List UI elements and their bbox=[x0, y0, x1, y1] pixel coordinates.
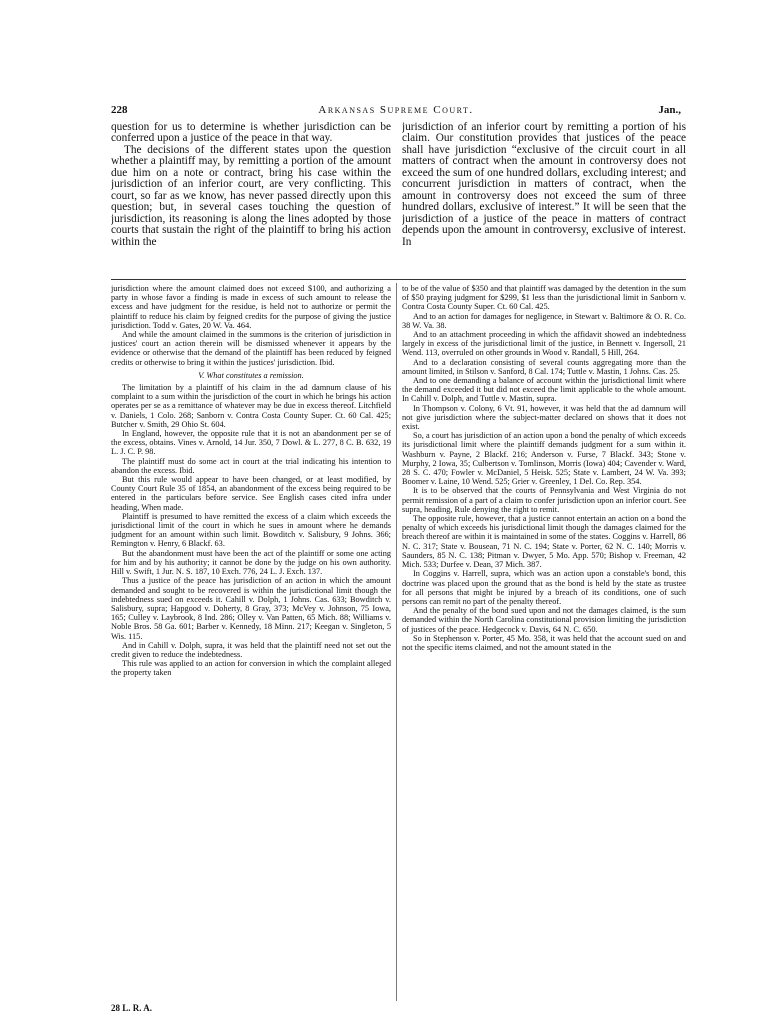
note-paragraph: The plaintiff must do some act in court at the trial indicating his intention to abandon the excess. Ibid. bbox=[111, 456, 391, 475]
note-paragraph: So, a court has jurisdiction of an action upon a bond the penalty of which exceeds its jurisdictional limit where the plaintiff demands judgment for a sum within it. Washburn v. Payne, 2 Blackf. 216; Anderson v. Furse, 7 Blackf. 343; Stone v. Murphy, 2 Iowa, 35; Culbertson v. Tomlinson, Morris (Iowa) 404; Cavender v. Ward, 28 S. C. 470; Fowler v. McDaniel, 5 Heisk. 525; State v. Lambert, 24 W. Va. 393; Boomer v. Laine, 10 Wend. 525; Grier v. Greenley, 1 Del. Co. Rep. 354. bbox=[402, 431, 686, 487]
note-paragraph: This rule was applied to an action for conversion in which the complaint alleged the property taken bbox=[111, 659, 391, 678]
horizontal-rule bbox=[111, 279, 686, 280]
note-paragraph: It is to be observed that the courts of Pennsylvania and West Virginia do not permit remission of a part of a claim to confer jurisdiction upon an inferior court. See supra, heading, Rule denying the right to remit. bbox=[402, 486, 686, 514]
note-paragraph: Plaintiff is presumed to have remitted the excess of a claim which exceeds the jurisdictional limit of the court in which he sues in amount where he demands judgment for an amount within such limit. Bowditch v. Salisbury, 9 Johns. 366; Remington v. Henry, 6 Blackf. 63. bbox=[111, 511, 391, 549]
column-divider bbox=[396, 283, 397, 1001]
paragraph: question for us to determine is whether jurisdiction can be conferred upon a justice of the peace in that way. bbox=[111, 122, 391, 145]
paragraph: The decisions of the different states upon the question whether a plaintiff may, by remitting a portion of the amount due him on a note or contract, bring his case within the jurisdiction of an inferior court, are very conflicting. This court, so far as we know, has never passed directly upon this question; but, in several cases touching the question of jurisdiction, its reasoning is along the lines adopted by those courts that sustain the right of the plaintiff to bring his action within the bbox=[111, 143, 391, 248]
note-paragraph: jurisdiction where the amount claimed does not exceed $100, and authorizing a party in whose favor a finding is made in excess of such amount to release the excess and have judgment for the residue, is held not to authorize or permit the plaintiff to reduce his claim by feigned credits for the purpose of giving the justice jurisdiction. Todd v. Gates, 20 W. Va. 464. bbox=[111, 284, 391, 330]
note-paragraph: In Coggins v. Harrell, supra, which was an action upon a constable's bond, this doctrine was placed upon the ground that as the bond is held by the state as trustee for all persons that might be injured by a breach of its conditions, one of such persons can remit no part of the penalty thereof. bbox=[402, 569, 686, 606]
note-paragraph: In Thompson v. Colony, 6 Vt. 91, however, it was held that the ad damnum will not give jurisdiction where the subject-matter declared on shows that it does not exist. bbox=[402, 403, 686, 432]
note-paragraph: And to an action for damages for negligence, in Stewart v. Baltimore & O. R. Co. 38 W. Va. 38. bbox=[402, 311, 686, 330]
annotation-column-right bbox=[402, 284, 686, 992]
section-heading: V. What constitutes a remission. bbox=[198, 370, 304, 380]
note-paragraph: In England, however, the opposite rule that it is not an abandonment per se of the excess, obtains. Vines v. Arnold, 14 Jur. 350, 7 Dowl. & L. 277, 8 C. B. 632, 19 L. J. C. P. 98. bbox=[111, 429, 391, 457]
signature-mark: 28 L. R. A. bbox=[111, 1003, 153, 1013]
paragraph: jurisdiction of an inferior court by remitting a portion of his claim. Our constitution provides that justices of the peace shall have jurisdiction “exclusive of the circuit court in all matters of contract when the amount in controversy does not exceed the sum of one hundred dollars, excluding interest; and concurrent jurisdiction in matters of contract, when the amount in controversy does not exceed the sum of three hundred dollars, exclusive of interest.” It will be seen that the jurisdiction of a justice of the peace in matters of contract depends upon the amount in controversy, exclusive of interest. In bbox=[402, 122, 686, 248]
note-paragraph: And to a declaration consisting of several counts aggregating more than the amount limited, in Stilson v. Sanford, 8 Cal. 174; Tuttle v. Mastin, 1 Johns. Cas. 25. bbox=[402, 357, 686, 376]
page-number: 228 bbox=[111, 104, 128, 116]
note-paragraph: The limitation by a plaintiff of his claim in the ad damnum clause of his complaint to a sum within the jurisdiction of the court in which he brings his action operates per se as a remittance of whatever may be due in excess thereof. Litchfield v. Daniels, 1 Colo. 268; Sanborn v. Contra Costa County Super. Ct. 60 Cal. 425; Butcher v. Smith, 29 Ohio St. 604. bbox=[111, 383, 391, 429]
term-month: Jan., bbox=[658, 104, 681, 116]
annotation-column-left bbox=[111, 284, 391, 1012]
opinion-column-left bbox=[111, 122, 391, 274]
running-header bbox=[111, 102, 681, 118]
note-paragraph: to be of the value of $350 and that plaintiff was damaged by the detention in the sum of $50 praying judgment for $299, $1 less than the jurisdictional limit in Sanborn v. Contra Costa County Super. Ct. 60 Cal. 425. bbox=[402, 284, 686, 312]
note-paragraph: And to one demanding a balance of account within the jurisdictional limit where the demand exceeded it but did not exceed the limit applicable to the whole amount. In Cahill v. Dolph, and Tuttle v. Mastin, supra. bbox=[402, 376, 686, 404]
note-paragraph: And to an attachment proceeding in which the affidavit showed an indebtedness largely in excess of the jurisdictional limit of the justice, in Bennett v. Ingersoll, 21 Wend. 113, overruled on other grounds in Wood v. Randall, 5 Hill, 264. bbox=[402, 330, 686, 358]
note-paragraph: So in Stephenson v. Porter, 45 Mo. 358, it was held that the account sued on and not the specific items claimed, and not the amount stated in the bbox=[402, 633, 686, 652]
note-paragraph: But this rule would appear to have been changed, or at least modified, by County Court Rule 35 of 1854, an abandonment of the excess being required to be entered in the particulars before service. See English cases cited infra under heading, When made. bbox=[111, 475, 391, 512]
note-paragraph: Thus a justice of the peace has jurisdiction of an action in which the amount demanded and sought to be recovered is within the jurisdictional limit though the indebtedness sued on exceeds it. Cahill v. Dolph, 1 Johns. Cas. 633; Bowditch v. Salisbury, supra; Hapgood v. Doherty, 8 Gray, 373; McVey v. Johnson, 75 Iowa, 165; Culley v. Laybrook, 8 Ind. 286; Olley v. Van Patten, 65 Mich. 88; Williams v. Noble Bros. 58 Ga. 601; Barber v. Kennedy, 18 Minn. 217; Keegan v. Singleton, 5 Wis. 115. bbox=[111, 576, 391, 641]
opinion-column-right bbox=[402, 122, 686, 274]
running-title: Arkansas Supreme Court. bbox=[318, 104, 474, 116]
note-paragraph: And the penalty of the bond sued upon and not the damages claimed, is the sum demanded within the North Carolina constitutional provision limiting the jurisdiction of justices of the peace. Hedgecock v. Davis, 64 N. C. 650. bbox=[402, 606, 686, 634]
note-paragraph: And while the amount claimed in the summons is the criterion of jurisdiction in justices' court an action therein will be dismissed whenever it appears by the evidence or otherwise that the demand of the plaintiff has been reduced by feigned credits or otherwise to bring it within the justices' jurisdiction. Ibid. bbox=[111, 330, 391, 367]
note-paragraph: But the abandonment must have been the act of the plaintiff or some one acting for him and by his authority; it cannot be done by the judge on his own authority. Hill v. Swift, 1 Jur. N. S. 187, 10 Exch. 776, 24 L. J. Exch. 137. bbox=[111, 548, 391, 577]
note-paragraph: And in Cahill v. Dolph, supra, it was held that the plaintiff need not set out the credit given to reduce the indebtedness. bbox=[111, 640, 391, 659]
note-paragraph: The opposite rule, however, that a justice cannot entertain an action on a bond the penalty of which exceeds his jurisdictional limit though the damages claimed for the breach thereof are within it is maintained in some of the states. Coggins v. Harrell, 86 N. C. 317; State v. Bousean, 71 N. C. 194; State v. Porter, 62 N. C. 140; Morris v. Saunders, 85 N. C. 138; Pitman v. Dwyer, 5 Mo. App. 570; Bishop v. Freeman, 42 Mich. 533; Durfee v. Dean, 37 Mich. 387. bbox=[402, 514, 686, 570]
